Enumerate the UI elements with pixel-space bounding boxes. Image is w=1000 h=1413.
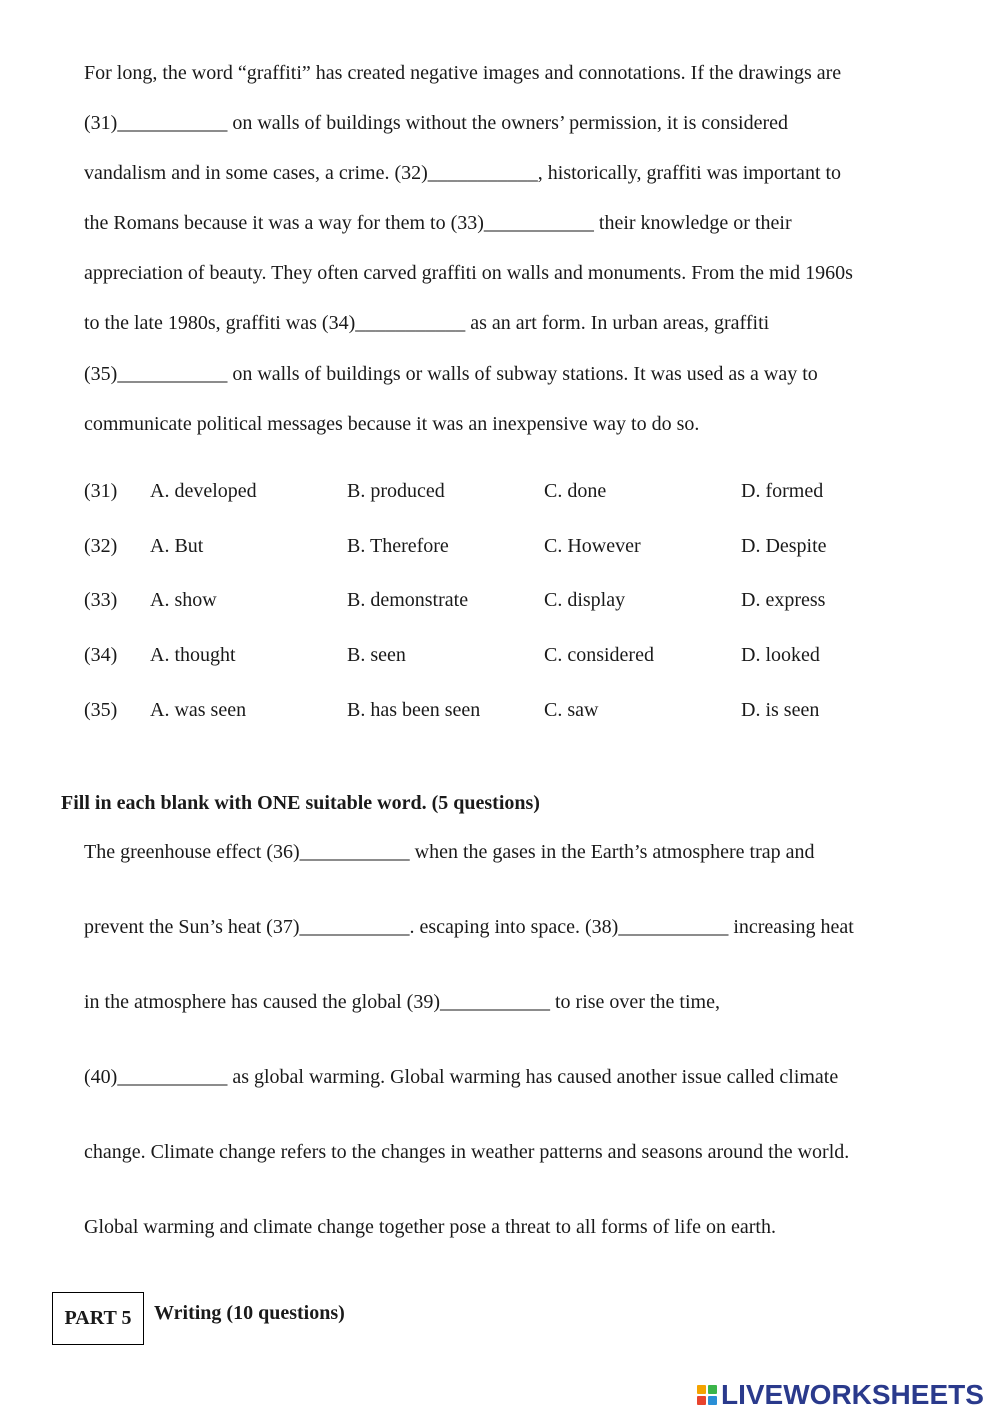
option-d[interactable]: D. formed (741, 480, 824, 502)
passage-line: in the atmosphere has caused the global (39)___________ to rise over the time, (84, 991, 720, 1013)
passage-line: For long, the word “graffiti” has created negative images and connotations. If the drawings are (84, 62, 842, 84)
question-row (84, 533, 964, 559)
question-row (84, 642, 964, 668)
passage-line: change. Climate change refers to the changes in weather patterns and seasons around the world. (84, 1141, 850, 1163)
option-a[interactable]: A. was seen (150, 699, 247, 721)
passage-line: prevent the Sun’s heat (37)___________. escaping into space. (38)___________ increasing heat (84, 916, 854, 938)
question-number: (32) (84, 535, 118, 557)
passage-line: Global warming and climate change together pose a threat to all forms of life on earth. (84, 1216, 776, 1238)
question-row (84, 478, 964, 504)
option-b[interactable]: B. has been seen (347, 699, 481, 721)
passage-line: (35)___________ on walls of buildings or walls of subway stations. It was used as a way to (84, 363, 818, 385)
logo-text: LIVEWORKSHEETS (721, 1379, 984, 1410)
question-number: (33) (84, 589, 118, 611)
passage-line: communicate political messages because it was an inexpensive way to do so. (84, 413, 700, 435)
passage-line: appreciation of beauty. They often carved graffiti on walls and monuments. From the mid 1960s (84, 262, 853, 284)
logo-square-icon (697, 1385, 706, 1394)
option-d[interactable]: D. Despite (741, 535, 827, 557)
option-b[interactable]: B. seen (347, 644, 406, 666)
question-row (84, 697, 964, 723)
passage-line: vandalism and in some cases, a crime. (32)___________, historically, graffiti was important to (84, 162, 842, 184)
option-a[interactable]: A. But (150, 535, 204, 557)
passage-line: (40)___________ as global warming. Global warming has caused another issue called climate (84, 1066, 839, 1088)
option-c[interactable]: C. display (544, 589, 626, 611)
logo-square-icon (697, 1396, 706, 1405)
passage-line: to the late 1980s, graffiti was (34)___________ as an art form. In urban areas, graffiti (84, 312, 770, 334)
passage-line: The greenhouse effect (36)___________ when the gases in the Earth’s atmosphere trap and (84, 841, 815, 863)
logo-square-icon (708, 1396, 717, 1405)
option-c[interactable]: C. done (544, 480, 607, 502)
passage-line: (31)___________ on walls of buildings without the owners’ permission, it is considered (84, 112, 788, 134)
passage-line: the Romans because it was a way for them to (33)___________ their knowledge or their (84, 212, 792, 234)
option-b[interactable]: B. Therefore (347, 535, 449, 557)
question-number: (35) (84, 699, 118, 721)
section-heading: Fill in each blank with ONE suitable word. (5 questions) (61, 792, 540, 814)
option-d[interactable]: D. looked (741, 644, 820, 666)
option-c[interactable]: C. saw (544, 699, 599, 721)
logo-square-icon (708, 1385, 717, 1394)
option-a[interactable]: A. developed (150, 480, 257, 502)
option-d[interactable]: D. is seen (741, 699, 820, 721)
part-title: Writing (10 questions) (154, 1302, 345, 1324)
option-d[interactable]: D. express (741, 589, 826, 611)
option-c[interactable]: C. considered (544, 644, 654, 666)
logo-icon (697, 1385, 717, 1405)
option-a[interactable]: A. thought (150, 644, 236, 666)
question-number: (31) (84, 480, 118, 502)
part-label-box: PART 5 (52, 1292, 144, 1345)
question-row (84, 587, 964, 613)
option-c[interactable]: C. However (544, 535, 641, 557)
liveworksheets-logo (697, 1378, 984, 1412)
option-b[interactable]: B. produced (347, 480, 445, 502)
option-b[interactable]: B. demonstrate (347, 589, 469, 611)
question-number: (34) (84, 644, 118, 666)
option-a[interactable]: A. show (150, 589, 217, 611)
